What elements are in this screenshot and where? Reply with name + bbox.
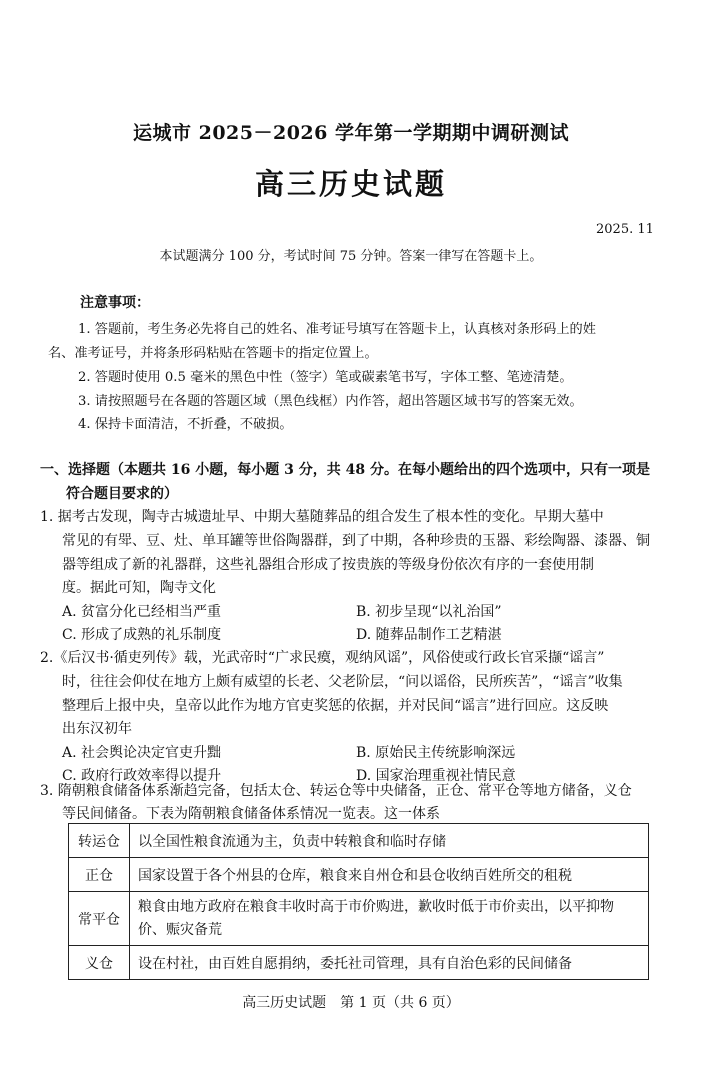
exam-subtitle: 高三历史试题: [254, 167, 447, 201]
question-1-option-a: A. 贫富分化已经相当严重: [62, 604, 222, 620]
question-2-option-b: B. 原始民主传统影响深远: [356, 745, 516, 761]
notice-item-3: 3. 请按照题号在各题的答题区域（黑色线框）内作答，超出答题区域书写的答案无效。: [78, 394, 583, 409]
notice-item-1: 1. 答题前，考生务必先将自己的姓名、准考证号填写在答题卡上，认真核对条形码上的姓: [78, 322, 596, 337]
table-cell-name: 正仓: [69, 858, 130, 892]
question-1-line: 度。据此可知，陶寺文化: [62, 580, 216, 596]
question-2-option-d: D. 国家治理重视社情民意: [356, 768, 516, 784]
notice-item-4: 4. 保持卡面清洁，不折叠，不破损。: [78, 417, 293, 432]
exam-date: 2025. 11: [596, 222, 654, 237]
table-cell-name: 常平仓: [69, 892, 130, 946]
table-row: [69, 824, 649, 858]
section-heading: 一、选择题（本题共 16 小题，每小题 3 分，共 48 分。在每小题给出的四个选项中，只有一项是: [40, 462, 650, 478]
granary-table: [68, 823, 649, 980]
question-1-line: 1. 据考古发现，陶寺古城遗址早、中期大墓随葬品的组合发生了根本性的变化。早期大墓中: [40, 509, 604, 525]
question-2-line: 2.《后汉书·循吏列传》载，光武帝时“广求民瘼，观纳风谣”，风俗使或行政长官采撷“谣言”: [40, 650, 605, 666]
question-1-option-c: C. 形成了成熟的礼乐制度: [62, 627, 222, 643]
question-2-option-c: C. 政府行政效率得以提升: [62, 768, 222, 784]
question-2-line: 整理后上报中央，皇帝以此作为地方官吏奖惩的依据，并对民间“谣言”进行回应。这反映: [62, 698, 609, 714]
table-cell-name: 转运仓: [69, 824, 130, 858]
table-cell-desc: 以全国性粮食流通为主，负责中转粮食和临时存储: [130, 824, 649, 858]
question-3-line: 3. 隋朝粮食储备体系渐趋完备，包括太仓、转运仓等中央储备，正仓、常平仓等地方储备，义仓: [40, 783, 632, 799]
notice-heading: 注意事项：: [80, 295, 150, 311]
table-cell-desc: 粮食由地方政府在粮食丰收时高于市价购进，歉收时低于市价卖出，以平抑物价、赈灾备荒: [130, 892, 649, 946]
table-cell-desc: 国家设置于各个州县的仓库，粮食来自州仓和县仓收纳百姓所交的租税: [130, 858, 649, 892]
question-2-line: 出东汉初年: [62, 721, 132, 737]
notice-item-2: 2. 答题时使用 0.5 毫米的黑色中性（签字）笔或碳素笔书写，字体工整、笔迹清楚。: [78, 370, 573, 385]
question-1-option-b: B. 初步呈现“以礼治国”: [356, 604, 502, 620]
question-3-line: 等民间储备。下表为隋朝粮食储备体系情况一览表。这一体系: [62, 806, 440, 822]
notice-item-1-cont: 名、准考证号，并将条形码粘贴在答题卡的指定位置上。: [48, 346, 378, 361]
question-1-line: 常见的有斝、豆、灶、单耳罐等世俗陶器群，到了中期，各种珍贵的玉器、彩绘陶器、漆器、铜: [62, 533, 650, 549]
question-1-line: 器等组成了新的礼器群，这些礼器组合形成了按贵族的等级身份依次有序的一套使用制: [62, 557, 594, 573]
table-row: [69, 946, 649, 980]
question-1-option-d: D. 随葬品制作工艺精湛: [356, 627, 502, 643]
question-2-option-a: A. 社会舆论决定官吏升黜: [62, 745, 222, 761]
exam-intro: 本试题满分 100 分，考试时间 75 分钟。答案一律写在答题卡上。: [159, 249, 543, 264]
table-row: [69, 892, 649, 946]
page-footer: 高三历史试题 第 1 页（共 6 页）: [242, 995, 460, 1011]
table-cell-desc: 设在村社，由百姓自愿捐纳，委托社司管理，具有自治色彩的民间储备: [130, 946, 649, 980]
question-2-line: 时，往往会仰仗在地方上颇有威望的长老、父老阶层，“问以谣俗，民所疾苦”，“谣言”收集: [62, 674, 623, 690]
table-cell-name: 义仓: [69, 946, 130, 980]
section-heading-cont: 符合题目要求的）: [66, 486, 178, 502]
exam-title: 运城市 2025－2026 学年第一学期期中调研测试: [133, 122, 569, 144]
table-row: [69, 858, 649, 892]
